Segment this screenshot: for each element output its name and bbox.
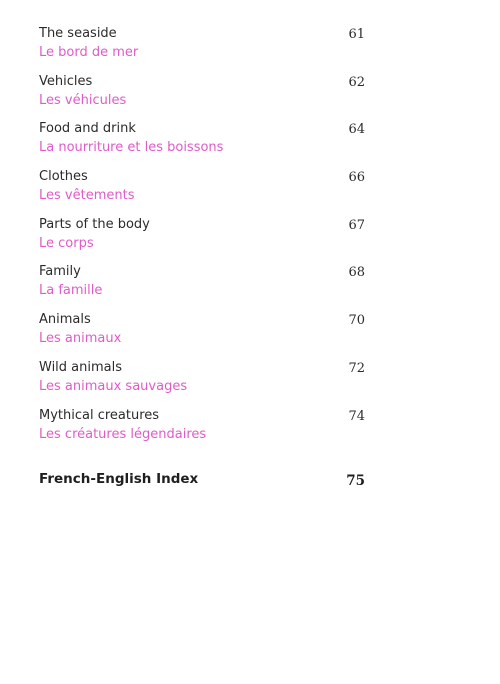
entry-page-number: 61	[348, 27, 365, 42]
entry-title-english: Food and drink	[39, 121, 136, 137]
entry-title-english: Wild animals	[39, 359, 123, 375]
entry-title-english: Vehicles	[39, 73, 93, 89]
entry-page-number: 74	[348, 408, 365, 424]
entry-title-french: Les vêtements	[39, 188, 135, 204]
entry-title-french: Le corps	[39, 235, 94, 251]
entry-page-number: 67	[348, 217, 365, 233]
entry-title-french: Les créatures légendaires	[39, 426, 207, 442]
toc-entry-animals	[39, 311, 367, 359]
toc-entry-seaside	[39, 25, 367, 73]
entry-page-number: 62	[348, 74, 365, 90]
entry-title-english: Parts of the body	[39, 216, 150, 232]
toc-entry-mythical-creatures	[39, 407, 367, 455]
toc-entry-vehicles	[39, 73, 367, 121]
toc-entry-food-and-drink	[39, 120, 367, 168]
entry-title-french: Les animaux	[39, 331, 122, 347]
index-page-number: 75	[346, 473, 365, 489]
table-of-contents	[39, 25, 367, 454]
entry-title-french: Le bord de mer	[39, 45, 139, 60]
toc-entry-clothes	[39, 168, 367, 216]
entry-title-french: Les véhicules	[39, 92, 127, 108]
entry-title-english: Animals	[39, 312, 91, 328]
toc-entry-index	[39, 470, 367, 492]
entry-title-english: Clothes	[39, 169, 88, 185]
entry-page-number: 66	[348, 170, 365, 186]
entry-title-french: La famille	[39, 283, 103, 299]
entry-title-english: Mythical creatures	[39, 407, 160, 423]
toc-entry-wild-animals	[39, 359, 367, 407]
toc-entry-family	[39, 263, 367, 311]
entry-page-number: 72	[348, 360, 365, 376]
entry-title-english: The seaside	[39, 26, 117, 41]
toc-entry-parts-of-the-body	[39, 216, 367, 264]
entry-page-number: 68	[348, 265, 365, 281]
entry-title-french: Les animaux sauvages	[39, 378, 188, 394]
entry-title-english: Family	[39, 264, 81, 280]
index-title: French-English Index	[39, 471, 199, 487]
entry-page-number: 64	[348, 122, 365, 138]
entry-title-french: La nourriture et les boissons	[39, 140, 224, 156]
entry-page-number: 70	[348, 313, 365, 329]
